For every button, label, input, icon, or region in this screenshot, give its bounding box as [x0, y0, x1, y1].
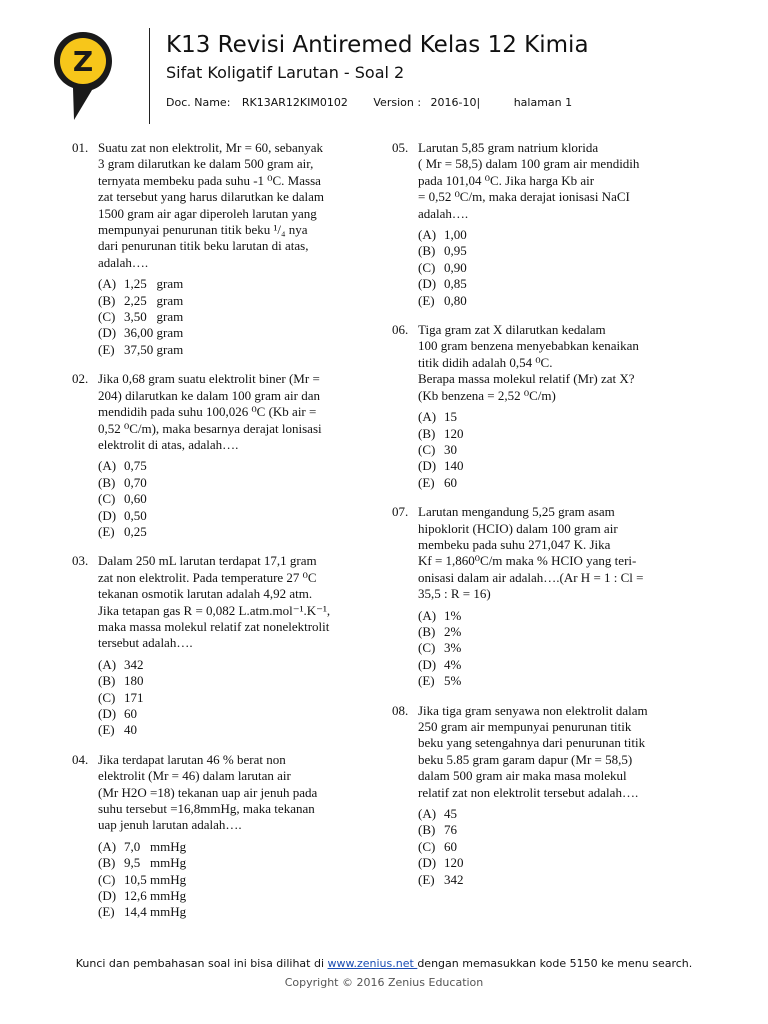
- question-line: maka massa molekul relatif zat nonelektrolit: [98, 618, 330, 634]
- option-text: 0,90: [444, 259, 467, 275]
- option-label: (D): [98, 325, 117, 341]
- option-label: (E): [418, 673, 435, 689]
- questions-right-column: [392, 140, 697, 901]
- answer-option: [98, 706, 372, 722]
- option-label: (D): [418, 276, 437, 292]
- answer-option: [98, 839, 372, 855]
- option-label: (A): [98, 656, 117, 672]
- answer-option: [418, 243, 697, 259]
- option-label: (B): [98, 474, 116, 490]
- question-number: 07.: [392, 504, 409, 520]
- answer-option: [418, 409, 697, 425]
- answer-option: [98, 904, 372, 920]
- question-number: 06.: [392, 322, 409, 338]
- answer-option: [98, 524, 372, 540]
- question-line: Suatu zat non elektrolit, Mr = 60, sebanyak: [98, 140, 324, 155]
- question-line: = 0,52 ⁰C/m, maka derajat ionisasi NaCI: [418, 189, 630, 205]
- page-subtitle: Sifat Koligatif Larutan - Soal 2: [166, 63, 405, 82]
- question-item: [392, 703, 697, 888]
- answer-option: [418, 806, 697, 822]
- answer-option: [418, 227, 697, 243]
- answer-option: [98, 855, 372, 871]
- option-label: (B): [418, 623, 436, 639]
- option-label: (D): [418, 458, 437, 474]
- option-text: 60: [444, 474, 457, 490]
- question-line: 1500 gram air agar diperoleh larutan yang: [98, 205, 317, 221]
- option-text: 76: [444, 822, 457, 838]
- doc-name: RK13AR12KIM0102: [241, 96, 348, 109]
- option-label: (D): [418, 855, 437, 871]
- option-text: 10,5 mmHg: [124, 871, 187, 887]
- answer-options: [98, 839, 372, 921]
- answer-option: [418, 458, 697, 474]
- question-text: [418, 322, 697, 404]
- option-text: 0,60: [124, 491, 147, 507]
- question-line: zat non elektrolit. Pada temperature 27 ⁰C: [98, 569, 317, 585]
- option-label: (C): [418, 441, 436, 457]
- question-line: Jika tiga gram senyawa non elektrolit dalam: [418, 702, 648, 718]
- option-label: (A): [418, 227, 437, 243]
- question-line: 3 gram dilarutkan ke dalam 500 gram air,: [98, 156, 314, 172]
- zenius-link[interactable]: www.zenius.net: [327, 957, 418, 970]
- question-item: [392, 504, 697, 689]
- option-text: 120: [444, 425, 464, 441]
- answer-option: [418, 624, 697, 640]
- answer-option: [98, 722, 372, 738]
- option-label: (A): [98, 838, 117, 854]
- question-line: zat tersebut yang harus dilarutkan ke dalam: [98, 189, 324, 205]
- question-line: Jika 0,68 gram suatu elektrolit biner (Mr =: [98, 371, 320, 387]
- option-label: (C): [98, 689, 116, 705]
- option-text: 1,25 gram: [124, 276, 184, 292]
- doc-meta: [166, 96, 572, 109]
- question-line: suhu tersebut =16,8mmHg, maka tekanan: [98, 801, 315, 817]
- question-text: [98, 752, 372, 834]
- question-body: [418, 322, 697, 491]
- answer-option: [98, 508, 372, 524]
- header-divider: [149, 28, 150, 124]
- question-line: dalam 500 gram air maka masa molekul: [418, 768, 627, 784]
- option-text: 12,6 mmHg: [124, 888, 187, 904]
- answer-option: [418, 640, 697, 656]
- answer-option: [98, 325, 372, 341]
- option-label: (B): [98, 673, 116, 689]
- version: 2016-10|: [430, 96, 481, 109]
- answer-options: [418, 806, 697, 888]
- answer-option: [98, 888, 372, 904]
- question-text: [418, 140, 697, 222]
- option-label: (B): [418, 822, 436, 838]
- answer-option: [98, 309, 372, 325]
- answer-option: [98, 342, 372, 358]
- question-item: [72, 371, 372, 540]
- question-line: 204) dilarutkan ke dalam 100 gram air dan: [98, 387, 321, 403]
- question-line: 250 gram air mempunyai penurunan titik: [418, 719, 632, 734]
- option-text: 0,85: [444, 276, 467, 292]
- option-label: (E): [418, 292, 435, 308]
- option-text: 2%: [444, 623, 462, 639]
- answer-option: [98, 673, 372, 689]
- option-text: 120: [444, 855, 464, 871]
- zenius-logo-icon: [52, 30, 114, 122]
- question-line: tersebut adalah….: [98, 635, 193, 651]
- option-text: 0,70: [124, 474, 147, 490]
- answer-option: [98, 657, 372, 673]
- answer-options: [418, 608, 697, 690]
- answer-option: [418, 260, 697, 276]
- question-text: [98, 553, 372, 651]
- option-label: (D): [98, 888, 117, 904]
- answer-option: [418, 475, 697, 491]
- option-label: (C): [418, 838, 436, 854]
- answer-option: [418, 426, 697, 442]
- question-line: ( Mr = 58,5) dalam 100 gram air mendidih: [418, 156, 640, 172]
- question-line: mempunyai penurunan titik beku ¹/₄ nya: [98, 222, 308, 238]
- option-text: 342: [124, 656, 144, 672]
- option-text: 0,50: [124, 507, 147, 523]
- option-label: (E): [418, 474, 435, 490]
- option-label: (A): [418, 607, 437, 623]
- option-label: (D): [98, 706, 117, 721]
- question-line: uap jenuh larutan adalah….: [98, 817, 242, 833]
- answer-option: [418, 293, 697, 309]
- answer-option: [98, 475, 372, 491]
- page-title: K13 Revisi Antiremed Kelas 12 Kimia: [166, 32, 589, 58]
- question-line: titik didih adalah 0,54 ⁰C.: [418, 354, 553, 370]
- option-text: 45: [444, 806, 457, 822]
- answer-option: [418, 839, 697, 855]
- answer-options: [98, 276, 372, 358]
- option-label: (B): [418, 243, 436, 259]
- question-line: Jika tetapan gas R = 0,082 L.atm.mol⁻¹.K⁻¹,: [98, 602, 331, 618]
- option-text: 0,80: [444, 292, 467, 308]
- question-line: 0,52 ⁰C/m), maka besarnya derajat lonisasi: [98, 420, 322, 436]
- option-text: 3,50 gram: [124, 309, 184, 325]
- option-text: 14,4 mmHg: [124, 904, 187, 920]
- question-line: Tiga gram zat X dilarutkan kedalam: [418, 322, 606, 338]
- question-line: dari penurunan titik beku larutan di atas,: [98, 238, 309, 254]
- question-item: [72, 752, 372, 921]
- option-text: 36,00 gram: [124, 325, 184, 341]
- answer-option: [418, 657, 697, 673]
- question-number: 01.: [72, 140, 89, 155]
- question-number: 05.: [392, 140, 409, 155]
- footer-text-before: Kunci dan pembahasan soal ini bisa dilihat di: [75, 957, 328, 970]
- answer-options: [98, 657, 372, 739]
- question-line: Dalam 250 mL larutan terdapat 17,1 gram: [98, 553, 317, 569]
- question-line: Kf = 1,860⁰C/m maka % HCIO yang teri-: [418, 553, 637, 569]
- question-item: [392, 322, 697, 491]
- question-number: 08.: [392, 702, 409, 718]
- option-text: 15: [444, 409, 457, 425]
- question-body: [98, 752, 372, 921]
- option-label: (D): [98, 507, 117, 523]
- answer-option: [98, 293, 372, 309]
- question-line: membeku pada suhu 271,047 K. Jika: [418, 536, 611, 552]
- option-text: 140: [444, 458, 464, 474]
- question-body: [418, 140, 697, 309]
- page-label: halaman 1: [513, 96, 573, 109]
- option-label: (A): [418, 409, 437, 425]
- question-number: 02.: [72, 371, 89, 387]
- answer-option: [418, 822, 697, 838]
- zenius-logo: [52, 30, 114, 122]
- option-text: 9,5 mmHg: [124, 855, 187, 871]
- question-line: Berapa massa molekul relatif (Mr) zat X?: [418, 371, 635, 387]
- option-label: (A): [98, 276, 117, 292]
- question-line: elektrolit (Mr = 46) dalam larutan air: [98, 768, 291, 784]
- option-text: 40: [124, 722, 137, 738]
- question-text: [418, 703, 697, 801]
- question-body: [98, 553, 372, 738]
- option-label: (B): [98, 292, 116, 308]
- option-text: 37,50 gram: [124, 341, 184, 357]
- question-line: Larutan mengandung 5,25 gram asam: [418, 504, 615, 520]
- answer-options: [98, 458, 372, 540]
- question-item: [72, 140, 372, 358]
- option-text: 342: [444, 871, 464, 887]
- question-line: onisasi dalam air adalah….(Ar H = 1 : Cl =: [418, 569, 644, 585]
- answer-option: [98, 872, 372, 888]
- question-item: [72, 553, 372, 738]
- option-text: 60: [124, 706, 137, 721]
- question-line: elektrolit di atas, adalah….: [98, 436, 239, 452]
- footer-text-after: dengan memasukkan kode 5150 ke menu search.: [417, 957, 693, 970]
- question-line: adalah….: [98, 254, 149, 270]
- question-line: 100 gram benzena menyebabkan kenaikan: [418, 338, 639, 354]
- option-label: (C): [418, 259, 436, 275]
- option-label: (C): [98, 491, 116, 507]
- question-line: beku yang setengahnya dari penurunan titik: [418, 735, 646, 751]
- option-text: 1%: [444, 607, 462, 623]
- option-label: (E): [98, 523, 115, 539]
- question-number: 03.: [72, 553, 89, 569]
- question-line: ternyata membeku pada suhu -1 ⁰C. Massa: [98, 172, 321, 188]
- answer-option: [418, 276, 697, 292]
- answer-option: [98, 458, 372, 474]
- doc-name-label: Doc. Name:: [166, 96, 231, 109]
- option-label: (D): [418, 656, 437, 672]
- option-text: 60: [444, 838, 457, 854]
- answer-option: [418, 442, 697, 458]
- question-number: 04.: [72, 751, 89, 767]
- question-line: relatif zat non elektrolit tersebut adalah….: [418, 784, 639, 800]
- option-label: (C): [98, 309, 116, 325]
- question-line: Larutan 5,85 gram natrium klorida: [418, 140, 599, 155]
- question-text: [98, 140, 372, 271]
- question-line: beku 5.85 gram garam dapur (Mr = 58,5): [418, 751, 633, 767]
- question-text: [418, 504, 697, 602]
- version-label: Version :: [373, 96, 422, 109]
- question-line: hipoklorit (HCIO) dalam 100 gram air: [418, 520, 618, 536]
- answer-option: [418, 608, 697, 624]
- option-text: 0,75: [124, 458, 147, 474]
- answer-option: [98, 276, 372, 292]
- question-line: pada 101,04 ⁰C. Jika harga Kb air: [418, 172, 595, 188]
- option-label: (A): [98, 458, 117, 474]
- option-label: (A): [418, 806, 437, 822]
- option-text: 180: [124, 673, 144, 689]
- option-text: 3%: [444, 640, 462, 656]
- answer-option: [98, 491, 372, 507]
- question-line: mendidih pada suhu 100,026 ⁰C (Kb air =: [98, 404, 317, 420]
- option-text: 30: [444, 441, 457, 457]
- option-text: 0,95: [444, 243, 467, 259]
- question-line: tekanan osmotik larutan adalah 4,92 atm.: [98, 586, 313, 602]
- option-label: (E): [98, 341, 115, 357]
- option-text: 2,25 gram: [124, 292, 184, 308]
- question-body: [418, 504, 697, 689]
- question-body: [98, 371, 372, 540]
- answer-option: [418, 673, 697, 689]
- question-text: [98, 371, 372, 453]
- question-body: [418, 703, 697, 888]
- option-text: 0,25: [124, 523, 147, 539]
- option-text: 5%: [444, 673, 462, 689]
- question-line: (Mr H2O =18) tekanan uap air jenuh pada: [98, 784, 318, 800]
- option-text: 4%: [444, 656, 462, 672]
- option-label: (C): [98, 871, 116, 887]
- answer-options: [418, 409, 697, 491]
- answer-option: [418, 855, 697, 871]
- option-label: (C): [418, 640, 436, 656]
- questions-left-column: [72, 140, 372, 934]
- question-body: [98, 140, 372, 358]
- question-line: Jika terdapat larutan 46 % berat non: [98, 751, 286, 767]
- logo-letter: Z: [72, 45, 94, 78]
- answer-option: [418, 872, 697, 888]
- option-label: (E): [98, 904, 115, 920]
- answer-options: [418, 227, 697, 309]
- footer-note: [0, 957, 768, 970]
- answer-option: [98, 690, 372, 706]
- question-line: (Kb benzena = 2,52 ⁰C/m): [418, 387, 556, 403]
- option-text: 1,00: [444, 227, 467, 243]
- option-label: (E): [98, 722, 115, 738]
- option-label: (B): [98, 855, 116, 871]
- copyright: Copyright © 2016 Zenius Education: [284, 976, 484, 989]
- option-label: (E): [418, 871, 435, 887]
- question-line: 35,5 : R = 16): [418, 586, 491, 602]
- question-line: adalah….: [418, 205, 469, 221]
- question-item: [392, 140, 697, 309]
- option-text: 171: [124, 689, 144, 705]
- option-label: (B): [418, 425, 436, 441]
- option-text: 7,0 mmHg: [124, 838, 187, 854]
